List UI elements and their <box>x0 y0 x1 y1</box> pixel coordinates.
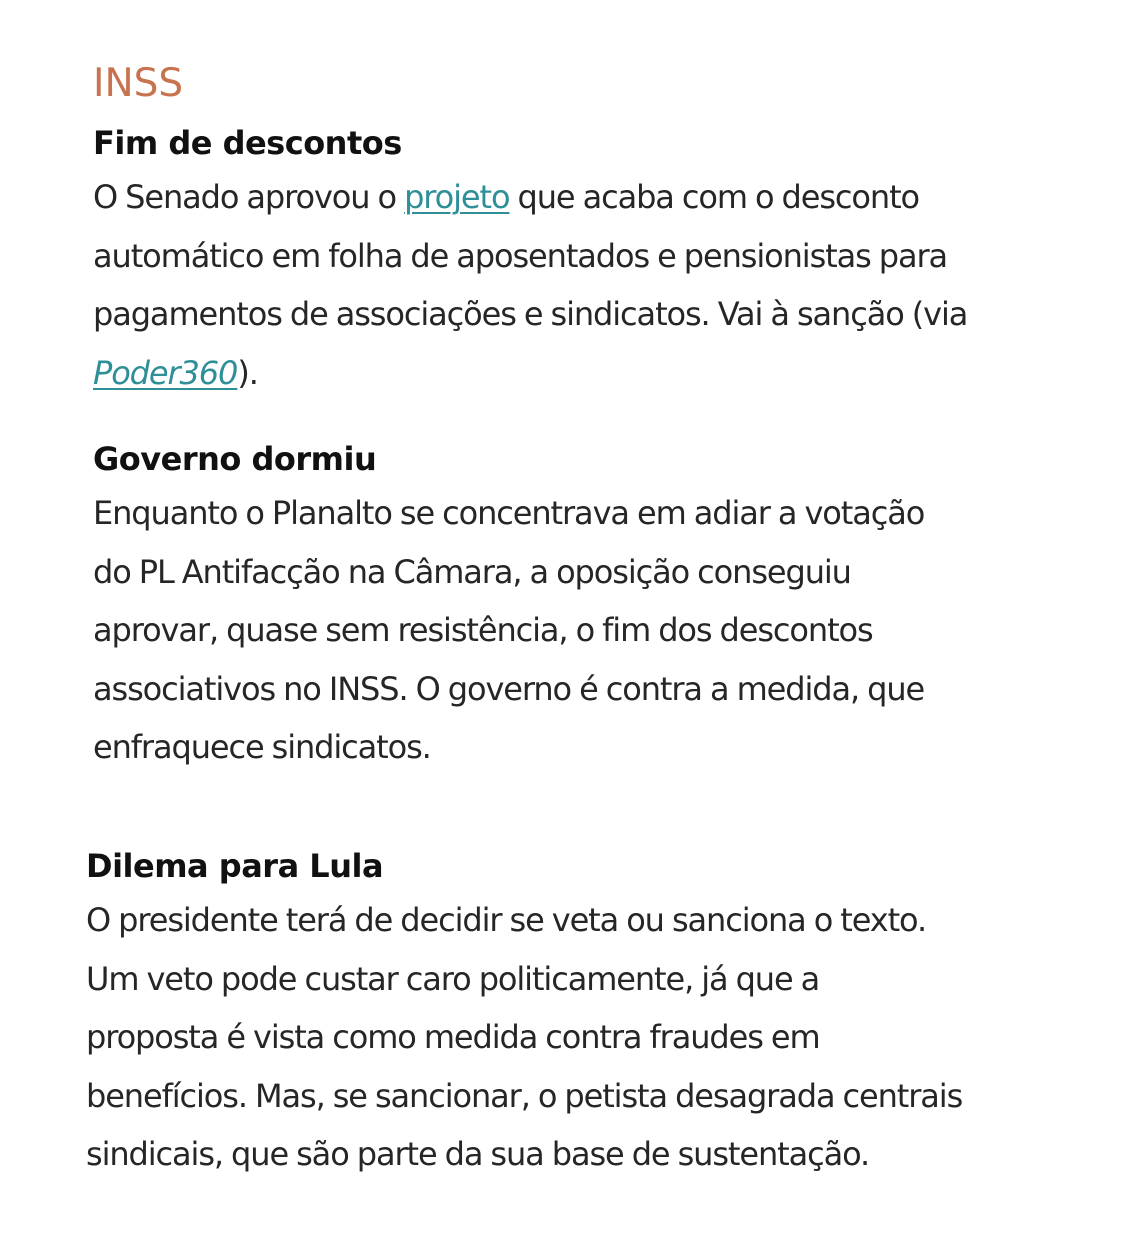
section-heading: Governo dormiu <box>93 440 377 478</box>
section-paragraph <box>86 891 1066 1184</box>
paragraph-line: pagamentos de associações e sindicatos. Vai à sanção (via <box>93 295 968 333</box>
paragraph-line <box>93 168 1073 227</box>
paragraph-line: sindicais, que são parte da sua base de sustentação. <box>86 1135 870 1173</box>
paragraph-line: O presidente terá de decidir se veta ou sanciona o texto. <box>86 901 927 939</box>
paragraph-line: proposta é vista como medida contra fraudes em <box>86 1018 820 1056</box>
section-governo-dormiu <box>93 434 1073 777</box>
paragraph-line <box>93 344 1073 403</box>
poder360-link[interactable]: Poder360 <box>93 353 238 392</box>
section-kicker: INSS <box>93 61 184 106</box>
projeto-link[interactable]: projeto <box>404 178 510 216</box>
paragraph-line: enfraquece sindicatos. <box>93 728 431 766</box>
paragraph-line: Um veto pode custar caro politicamente, já que a <box>86 959 820 998</box>
paragraph-line: automático em folha de aposentados e pensionistas para <box>93 236 948 275</box>
section-paragraph <box>93 484 1073 777</box>
section-heading: Dilema para Lula <box>86 847 384 885</box>
paragraph-line: benefícios. Mas, se sancionar, o petista desagrada centrais <box>86 1076 963 1115</box>
paragraph-line: Enquanto o Planalto se concentrava em adiar a votação <box>93 494 925 532</box>
section-paragraph <box>93 168 1073 402</box>
text-run: que acaba com o desconto <box>509 178 920 216</box>
paragraph-line: aprovar, quase sem resistência, o fim dos descontos <box>93 611 873 649</box>
text-run: O Senado aprovou o <box>93 178 405 216</box>
section-heading: Fim de descontos <box>93 124 402 162</box>
section-fim-de-descontos <box>93 118 1073 402</box>
paragraph-line: do PL Antifacção na Câmara, a oposição conseguiu <box>93 552 851 591</box>
section-dilema-para-lula <box>86 841 1066 1184</box>
paragraph-line: associativos no INSS. O governo é contra a medida, que <box>93 669 925 708</box>
text-run: ). <box>237 353 258 392</box>
